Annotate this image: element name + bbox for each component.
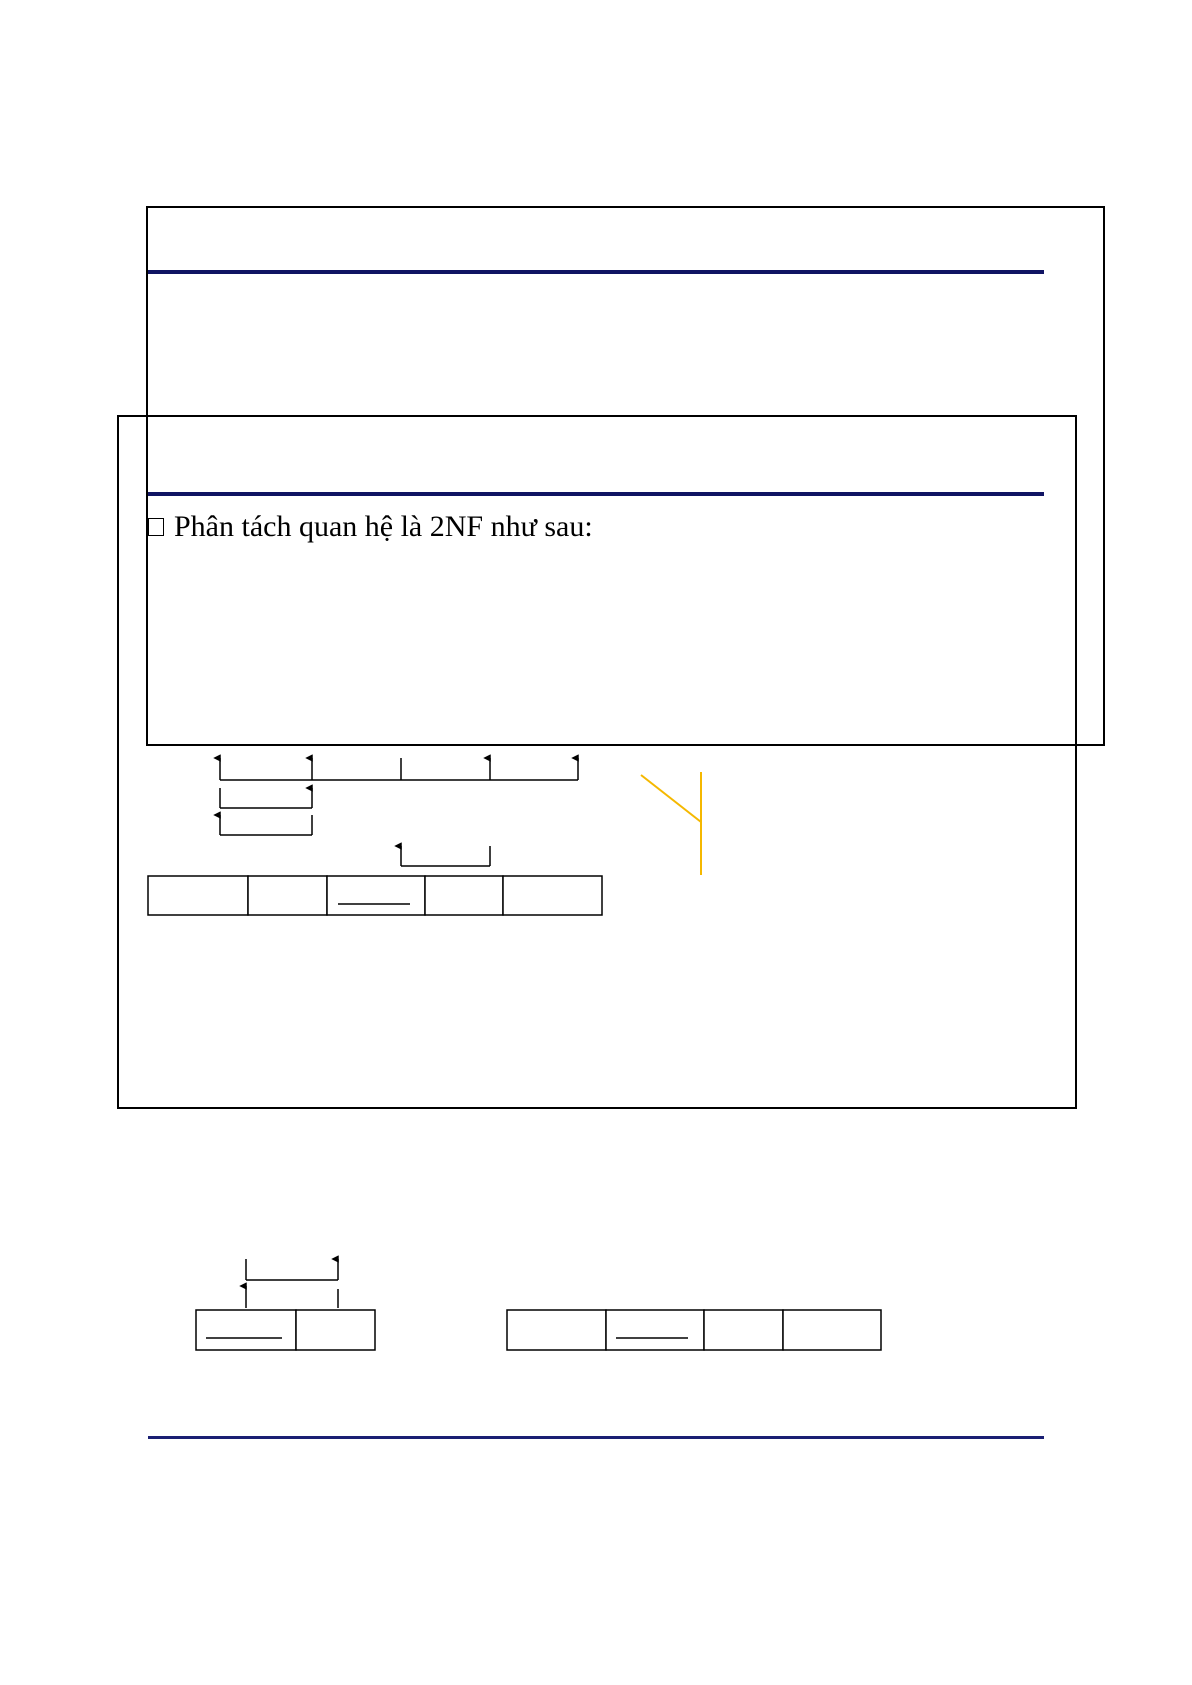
accent-diagonal xyxy=(641,775,701,822)
table-right-cell-1 xyxy=(507,1310,606,1350)
relation-table-main xyxy=(148,876,602,915)
relation-table-right xyxy=(507,1310,881,1350)
table-main-cell-1 xyxy=(148,876,248,915)
table-left-cell-1 xyxy=(196,1310,296,1350)
table-main-cell-2 xyxy=(248,876,327,915)
bullet-text: Phân tách quan hệ là 2NF như sau: xyxy=(174,510,593,543)
table-main-cell-3 xyxy=(327,876,425,915)
orange-accent xyxy=(641,772,701,875)
relation-table-left xyxy=(196,1310,375,1350)
table-left-cell-2 xyxy=(296,1310,375,1350)
table-main-cell-5 xyxy=(503,876,602,915)
top-dependency-arrows xyxy=(220,758,578,866)
bottom-left-dependency xyxy=(246,1259,338,1308)
table-main-cell-4 xyxy=(425,876,503,915)
table-right-cell-2 xyxy=(606,1310,704,1350)
table-right-cell-3 xyxy=(704,1310,783,1350)
table-right-cell-4 xyxy=(783,1310,881,1350)
